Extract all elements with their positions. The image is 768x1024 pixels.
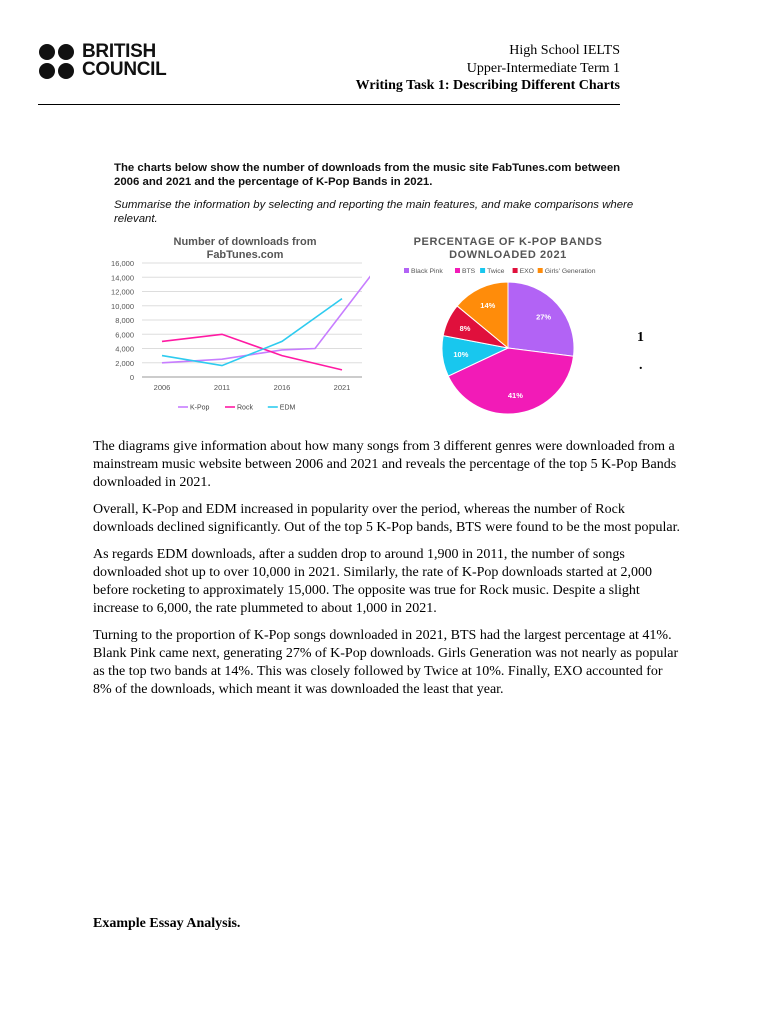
pie-chart-title-line-2: DOWNLOADED 2021 bbox=[449, 249, 567, 261]
line-chart bbox=[100, 258, 370, 418]
logo-line-2: COUNCIL bbox=[82, 59, 167, 80]
essay-body bbox=[93, 438, 683, 708]
document-header bbox=[356, 42, 620, 95]
line-chart-title-line-1: Number of downloads from bbox=[173, 236, 317, 248]
legend-label: K-Pop bbox=[190, 404, 210, 412]
legend-swatch bbox=[480, 268, 485, 273]
legend-label: EXO bbox=[519, 268, 534, 275]
x-tick-label: 2016 bbox=[273, 383, 291, 392]
pie-data-label: 10% bbox=[453, 350, 469, 359]
x-tick-label: 2011 bbox=[213, 383, 231, 392]
legend-swatch bbox=[513, 268, 518, 273]
british-council-logo bbox=[38, 42, 178, 82]
y-tick-label: 16,000 bbox=[111, 259, 134, 268]
logo-line-1: BRITISH bbox=[82, 41, 156, 62]
legend-label: EDM bbox=[279, 404, 296, 412]
y-tick-label: 12,000 bbox=[111, 287, 134, 297]
header-divider bbox=[38, 104, 620, 105]
pie-chart-title bbox=[398, 236, 618, 262]
logo-text bbox=[82, 43, 166, 79]
y-tick-label: 6,000 bbox=[115, 330, 134, 340]
legend-swatch bbox=[538, 268, 543, 273]
pie-chart bbox=[398, 264, 628, 414]
essay-paragraph-line-chart: As regards EDM downloads, after a sudden drop to around 1,900 in 2011, the number of songs downloaded shot up to over 10,000 in 2021. Similarly, the rate of K-Pop downloads started at 2,000 before rocketing to approximately 15,000. The opposite was true for Rock music. Despite a slight increase to 6,000, the rate plummeted to about 1,000 in 2021. bbox=[93, 547, 653, 616]
page-title: Writing Task 1: Describing Different Charts bbox=[355, 78, 620, 93]
y-tick-label: 0 bbox=[129, 373, 134, 382]
british-council-dots-icon bbox=[38, 42, 78, 82]
x-tick-label: 2006 bbox=[153, 383, 171, 392]
y-tick-label: 8,000 bbox=[115, 316, 134, 325]
legend-swatch bbox=[404, 268, 409, 273]
essay-paragraph-pie-chart: Turning to the proportion of K-Pop songs downloaded in 2021, BTS had the largest percentage at 41%. Blank Pink came next, generating 27% of K-Pop downloads. Girls Generation was not nearly as popular as the top two bands at 14%. This was closely followed by Twice at 10%. Finally, EXO accounted for 8% of the downloads, which meant it was downloaded the least that year. bbox=[93, 628, 679, 697]
legend-label: Twice bbox=[487, 268, 505, 275]
legend-swatch bbox=[455, 268, 460, 273]
task-prompt bbox=[114, 161, 644, 226]
course-name: High School IELTS bbox=[509, 43, 620, 58]
page-marker-number: 1 bbox=[637, 330, 644, 345]
essay-paragraph-overview: Overall, K-Pop and EDM increased in popularity over the period, whereas the number of Rock downloads declined significantly. Out of the top 5 K-Pop bands, BTS were found to be the most popular. bbox=[93, 502, 681, 535]
task-instruction: Summarise the information by selecting and reporting the main features, and make comparisons where relevant. bbox=[114, 199, 634, 225]
task-question: The charts below show the number of downloads from the music site FabTunes.com between 2006 and 2021 and the percentage of K-Pop Bands in 2021. bbox=[114, 162, 621, 188]
y-tick-label: 10,000 bbox=[111, 301, 134, 311]
pie-data-label: 27% bbox=[536, 312, 552, 322]
legend-label: Girls' Generation bbox=[544, 268, 596, 275]
course-level: Upper-Intermediate Term 1 bbox=[466, 60, 620, 76]
pie-chart-title-line-1: PERCENTAGE OF K-POP BANDS bbox=[413, 236, 603, 248]
series-line-edm bbox=[162, 299, 342, 366]
essay-paragraph-intro: The diagrams give information about how many songs from 3 different genres were downloaded from a mainstream music website between 2006 and 2021 and reveals the percentage of the top 5 K-Pop Bands downloaded in 2021. bbox=[93, 439, 677, 490]
series-line-rock bbox=[162, 334, 342, 370]
pie-data-label: 8% bbox=[459, 323, 471, 333]
page-marker-dot: . bbox=[639, 358, 643, 373]
example-essay-label: Example Essay Analysis. bbox=[93, 916, 241, 931]
legend-label: BTS bbox=[462, 268, 476, 275]
y-tick-label: 4,000 bbox=[115, 344, 134, 354]
y-tick-label: 2,000 bbox=[115, 358, 134, 368]
pie-data-label: 14% bbox=[480, 301, 496, 310]
pie-data-label: 41% bbox=[507, 390, 523, 400]
y-tick-label: 14,000 bbox=[111, 273, 134, 283]
legend-label: Rock bbox=[237, 404, 253, 412]
x-tick-label: 2021 bbox=[333, 383, 351, 392]
legend-label: Black Pink bbox=[411, 268, 443, 275]
line-chart-title-line-2: FabTunes.com bbox=[206, 249, 284, 261]
